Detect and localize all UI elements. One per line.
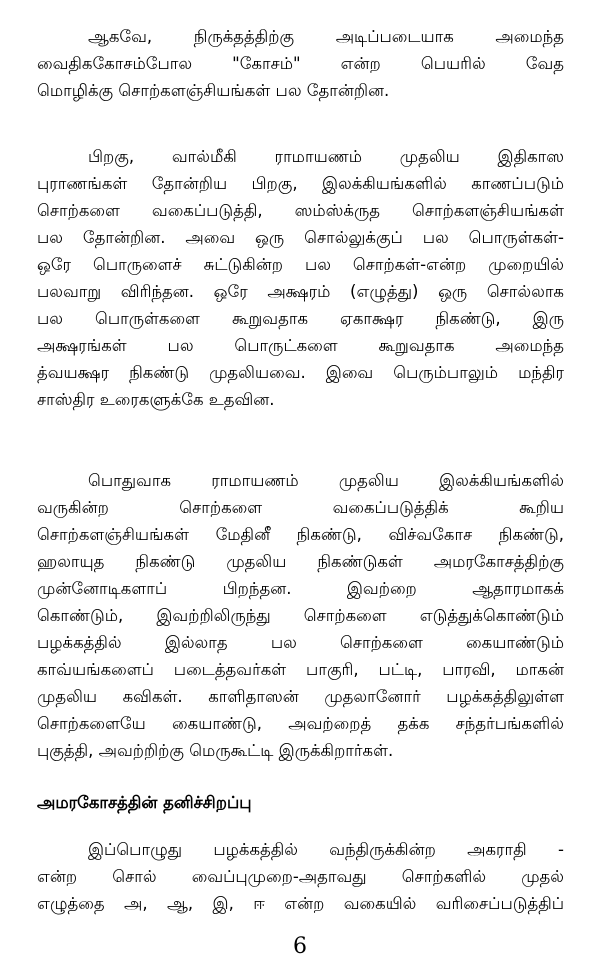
text-line: சாஸ்திர உரைகளுக்கே உதவின. [37,390,275,409]
text-line: பல தோன்றின. அவை ஒரு சொல்லுக்குப் பல பொருள்கள்- [37,228,564,247]
text-line: த்வயக்ஷர நிகண்டு முதலியவை. இவை பெரும்பாலும் மந்திர [37,363,564,382]
text-line: ஆகவே, நிருக்தத்திற்கு அடிப்படையாக அமைந்த [88,27,564,46]
page-number: 6 [293,934,307,959]
text-line: பிறகு, வால்மீகி ராமாயணம் முதலிய இதிகாஸ [88,147,564,166]
text-line: பல பொருள்களை கூறுவதாக ஏகாக்ஷர நிகண்டு, இரு [37,309,564,328]
text-line: முன்னோடிகளாப் பிறந்தன. இவற்றை ஆதாரமாகக் [37,579,564,598]
text-line: புராணங்கள் தோன்றிய பிறகு, இலக்கியங்களில் காணப்படும் [37,174,564,193]
text-line: எழுத்தை அ, ஆ, இ, ஈ என்ற வகையில் வரிசைப்படுத்திப் [37,894,564,913]
text-line: பலவாறு விரிந்தன. ஒரே அக்ஷரம் (எழுத்து) ஒரு சொல்லாக [37,282,564,301]
text-line: வருகின்ற சொற்களை வகைப்படுத்திக் கூறிய [37,498,564,517]
text-line: சொற்களஞ்சியங்கள் மேதினீ நிகண்டு, விச்வகோச நிகண்டு, [37,525,564,544]
text-line: புகுத்தி, அவற்றிற்கு மெருகூட்டி இருக்கிறார்கள். [37,741,394,760]
text-line: பொதுவாக ராமாயணம் முதலிய இலக்கியங்களில் [88,471,564,490]
text-line: கொண்டும், இவற்றிலிருந்து சொற்களை எடுத்துக்கொண்டும் [37,606,564,625]
text-line: வைதிககோசம்போல "கோசம்" என்ற பெயரில் வேத [37,54,564,73]
text-line: சொற்களையே கையாண்டு, அவற்றைத் தக்க சந்தர்பங்களில் [37,714,564,733]
text-line: மொழிக்கு சொற்களஞ்சியங்கள் பல தோன்றின. [37,81,390,100]
text-line: காவ்யங்களைப் படைத்தவர்கள் பாகுரி, பட்டி, பாரவி, மாகன் [37,660,564,679]
text-line: முதலிய கவிகள். காளிதாஸன் முதலானோர் பழக்கத்திலுள்ள [37,687,564,706]
text-line: என்ற சொல் வைப்புமுறை-அதாவது சொற்களில் முதல் [37,867,564,886]
text-line: சொற்களை வகைப்படுத்தி, ஸம்ஸ்க்ருத சொற்களஞ்சியங்கள் [37,201,564,220]
text-line: இப்பொழுது பழக்கத்தில் வந்திருக்கின்ற அகராதி - [88,840,564,859]
text-line: அக்ஷரங்கள் பல பொருட்களை கூறுவதாக அமைந்த [37,336,564,355]
text-line: பழக்கத்தில் இல்லாத பல சொற்களை கையாண்டும் [37,633,564,652]
text-line: ஹலாயுத நிகண்டு முதலிய நிகண்டுகள் அமரகோசத்திற்கு [37,552,564,571]
section-heading: அமரகோசத்தின் தனிச்சிறப்பு [37,793,252,812]
text-line: ஒரே பொருளைச் சுட்டுகின்ற பல சொற்கள்-என்ற முறையில் [37,255,564,274]
